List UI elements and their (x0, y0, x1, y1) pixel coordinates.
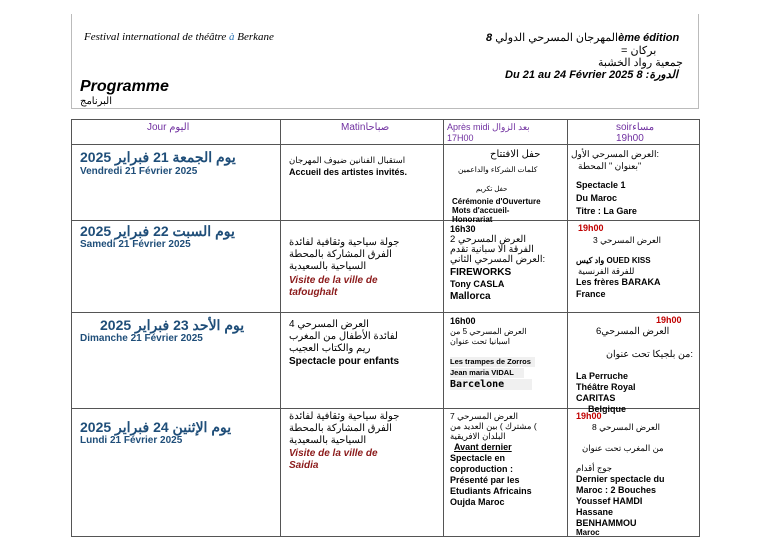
programme-title: Programme (80, 78, 169, 95)
afternoon-text: حفل تكريم (476, 186, 508, 193)
afternoon-text: كلمات الشركاء والداعمين (458, 165, 538, 174)
header-evening-time: 19h00 (616, 133, 644, 144)
afternoon-text: FIREWORKS (450, 267, 512, 278)
evening-text: Youssef HAMDI (576, 496, 643, 506)
morning-cell (281, 409, 444, 537)
visit-text: Saidia (289, 460, 319, 471)
evening-time: 19h00 (656, 315, 682, 325)
header-afternoon-time: 17H00 (447, 133, 474, 143)
morning-text: Spectacle pour enfants (289, 356, 400, 367)
evening-text: Maroc : 2 Bouches (576, 485, 657, 495)
evening-time: 19h00 (578, 223, 604, 233)
evening-text: France (576, 289, 606, 299)
table-row (72, 145, 700, 221)
visit-text: Visite de la ville de (289, 448, 378, 459)
afternoon-text: Oujda Maroc (450, 497, 505, 507)
afternoon-text: coproduction : (450, 464, 513, 474)
afternoon-time: 16h30 (450, 224, 476, 234)
header-day-label: Jour اليوم (147, 122, 190, 133)
header-afternoon (444, 120, 568, 145)
evening-text: BENHAMMOU (576, 518, 637, 528)
evening-cell (568, 409, 700, 537)
festival-title-accent: à (229, 31, 235, 43)
table-row (72, 409, 700, 537)
morning-text: Accueil des artistes invités. (289, 167, 408, 177)
edition-arabic: المهرجان المسرحي الدولي (495, 32, 619, 44)
afternoon-text: Cérémonie d'Ouverture (452, 197, 541, 206)
afternoon-cell (444, 409, 568, 537)
day-french: Samedi 21 Février 2025 (80, 239, 191, 250)
morning-text: 4 العرض المسرحي (289, 319, 369, 330)
evening-text: Maroc (576, 528, 600, 537)
evening-text: واد كيس OUED KISS (576, 256, 651, 265)
afternoon-text: Barcelone (450, 379, 532, 390)
afternoon-text: Etudiants Africains (450, 486, 532, 496)
evening-cell (568, 313, 700, 414)
morning-text: جولة سياحية وثقافية لفائدة (289, 237, 400, 248)
morning-cell (281, 145, 444, 221)
afternoon-time: 16h00 (450, 316, 476, 326)
programme-table (71, 119, 700, 537)
afternoon-text: 2 العرض المسرحي (450, 234, 526, 245)
afternoon-text: الفرقة الا سبانية تقدم (450, 244, 534, 255)
afternoon-text: البلدان الافريقية (450, 431, 506, 441)
header-evening (568, 120, 700, 145)
header-afternoon-label: Après midi بعد الزوال (447, 122, 530, 132)
evening-text: Titre : La Gare (576, 206, 637, 216)
afternoon-text: حفل الافتتاح (490, 149, 541, 160)
evening-text: بعنوان " المحطة" (578, 161, 642, 171)
dates-line: Du 21 au 24 Février 2025 الدورة: 8 (505, 69, 678, 81)
day-cell (72, 409, 281, 537)
morning-text: ريم والكتاب العجيب (289, 343, 371, 354)
evening-text: Belgique (588, 404, 627, 414)
morning-text: الفرق المشاركة بالمحطة (289, 423, 392, 434)
table-row (72, 221, 700, 313)
edition-french: 8ème édition (486, 32, 680, 44)
morning-text: لفائدة الأطفال من المغرب (289, 331, 398, 342)
table-header-row (72, 120, 700, 145)
afternoon-text: العرض المسرحي الثاني: (450, 254, 546, 265)
day-french: Lundi 21 Février 2025 (80, 435, 183, 446)
day-arabic: يوم الجمعة 21 فبراير 2025 (80, 149, 236, 165)
header-morning (281, 120, 444, 145)
evening-text: CARITAS (576, 393, 616, 403)
header-morning-label: Matinصباحا (341, 122, 390, 133)
afternoon-text: Avant dernier (454, 442, 512, 452)
header-day (72, 120, 281, 145)
evening-text: العرض المسرحي الأول: (571, 149, 659, 159)
festival-title-part: Festival international de théâtre (84, 31, 230, 43)
afternoon-text: 7 العرض المسرحي (450, 411, 518, 421)
evening-text: 8 العرض المسرحي (592, 422, 660, 432)
day-cell (72, 145, 281, 221)
programme-title-arabic: البرنامج (80, 96, 113, 107)
day-arabic: يوم الإثنين 24 فبراير 2025 (80, 419, 232, 435)
morning-cell (281, 221, 444, 313)
day-arabic: يوم الأحد 23 فبراير 2025 (100, 317, 245, 333)
afternoon-cell (444, 313, 568, 409)
morning-cell (281, 313, 444, 409)
evening-text: 3 العرض المسرحي (593, 235, 661, 245)
afternoon-text: Spectacle en (450, 453, 506, 463)
afternoon-text: Les trampes de Zorros (450, 357, 535, 367)
evening-text: Du Maroc (576, 193, 618, 203)
afternoon-cell (444, 221, 568, 313)
visit-text: Visite de la ville de (289, 275, 378, 286)
evening-text: Théâtre Royal (576, 382, 636, 392)
evening-time: 19h00 (576, 411, 602, 421)
afternoon-text: Honorariat (452, 215, 493, 224)
festival-title (84, 31, 274, 43)
evening-text: جوج أقدام (576, 463, 613, 473)
afternoon-cell (444, 145, 568, 224)
association-line: جمعية رواد الخشبة (598, 57, 683, 69)
table-row (72, 313, 700, 409)
festival-title-part: Berkane (234, 31, 274, 43)
evening-text: 6العرض المسرحي (596, 326, 670, 337)
day-french: Dimanche 21 Février 2025 (80, 333, 203, 344)
morning-text: جولة سياحية وثقافية لفائدة (289, 411, 400, 422)
afternoon-text: Tony CASLA (450, 279, 505, 289)
morning-text: السياحية بالسعيدية (289, 261, 367, 272)
evening-text: Dernier spectacle du (576, 474, 665, 484)
evening-text: Spectacle 1 (576, 180, 626, 190)
evening-text: من بلجيكا تحت عنوان: (606, 349, 693, 360)
day-french: Vendredi 21 Février 2025 (80, 166, 198, 177)
afternoon-text: مشترك ) بين العديد من ( (450, 421, 537, 431)
afternoon-text: Mallorca (450, 291, 491, 302)
city-line: = بركان (621, 45, 657, 57)
evening-cell (568, 221, 700, 313)
morning-text: السياحية بالسعيدية (289, 435, 367, 446)
evening-text: للفرقة الفرنسية (578, 266, 635, 276)
afternoon-text: Mots d'accueil- (452, 206, 510, 215)
evening-text: من المغرب تحت عنوان (582, 443, 664, 453)
evening-cell (568, 145, 700, 221)
header-evening-label: soirمساء (616, 122, 655, 133)
evening-text: Hassane (576, 507, 614, 517)
evening-text: La Perruche (576, 371, 629, 381)
morning-text: استقبال الفنانين ضيوف المهرجان (289, 155, 406, 165)
day-arabic: يوم السبت 22 فبراير 2025 (80, 223, 235, 239)
day-cell (72, 313, 281, 409)
afternoon-text: اسبانيا تحت عنوان (450, 337, 510, 346)
morning-text: الفرق المشاركة بالمحطة (289, 249, 392, 260)
afternoon-text: Jean maria VIDAL (450, 368, 524, 378)
afternoon-text: العرض المسرحي 5 من (450, 327, 527, 336)
edition-line (478, 31, 679, 44)
afternoon-text: Présenté par les (450, 475, 520, 485)
day-cell (72, 221, 281, 313)
visit-text: tafoughalt (289, 287, 338, 298)
evening-text: Les frères BARAKA (576, 277, 661, 287)
